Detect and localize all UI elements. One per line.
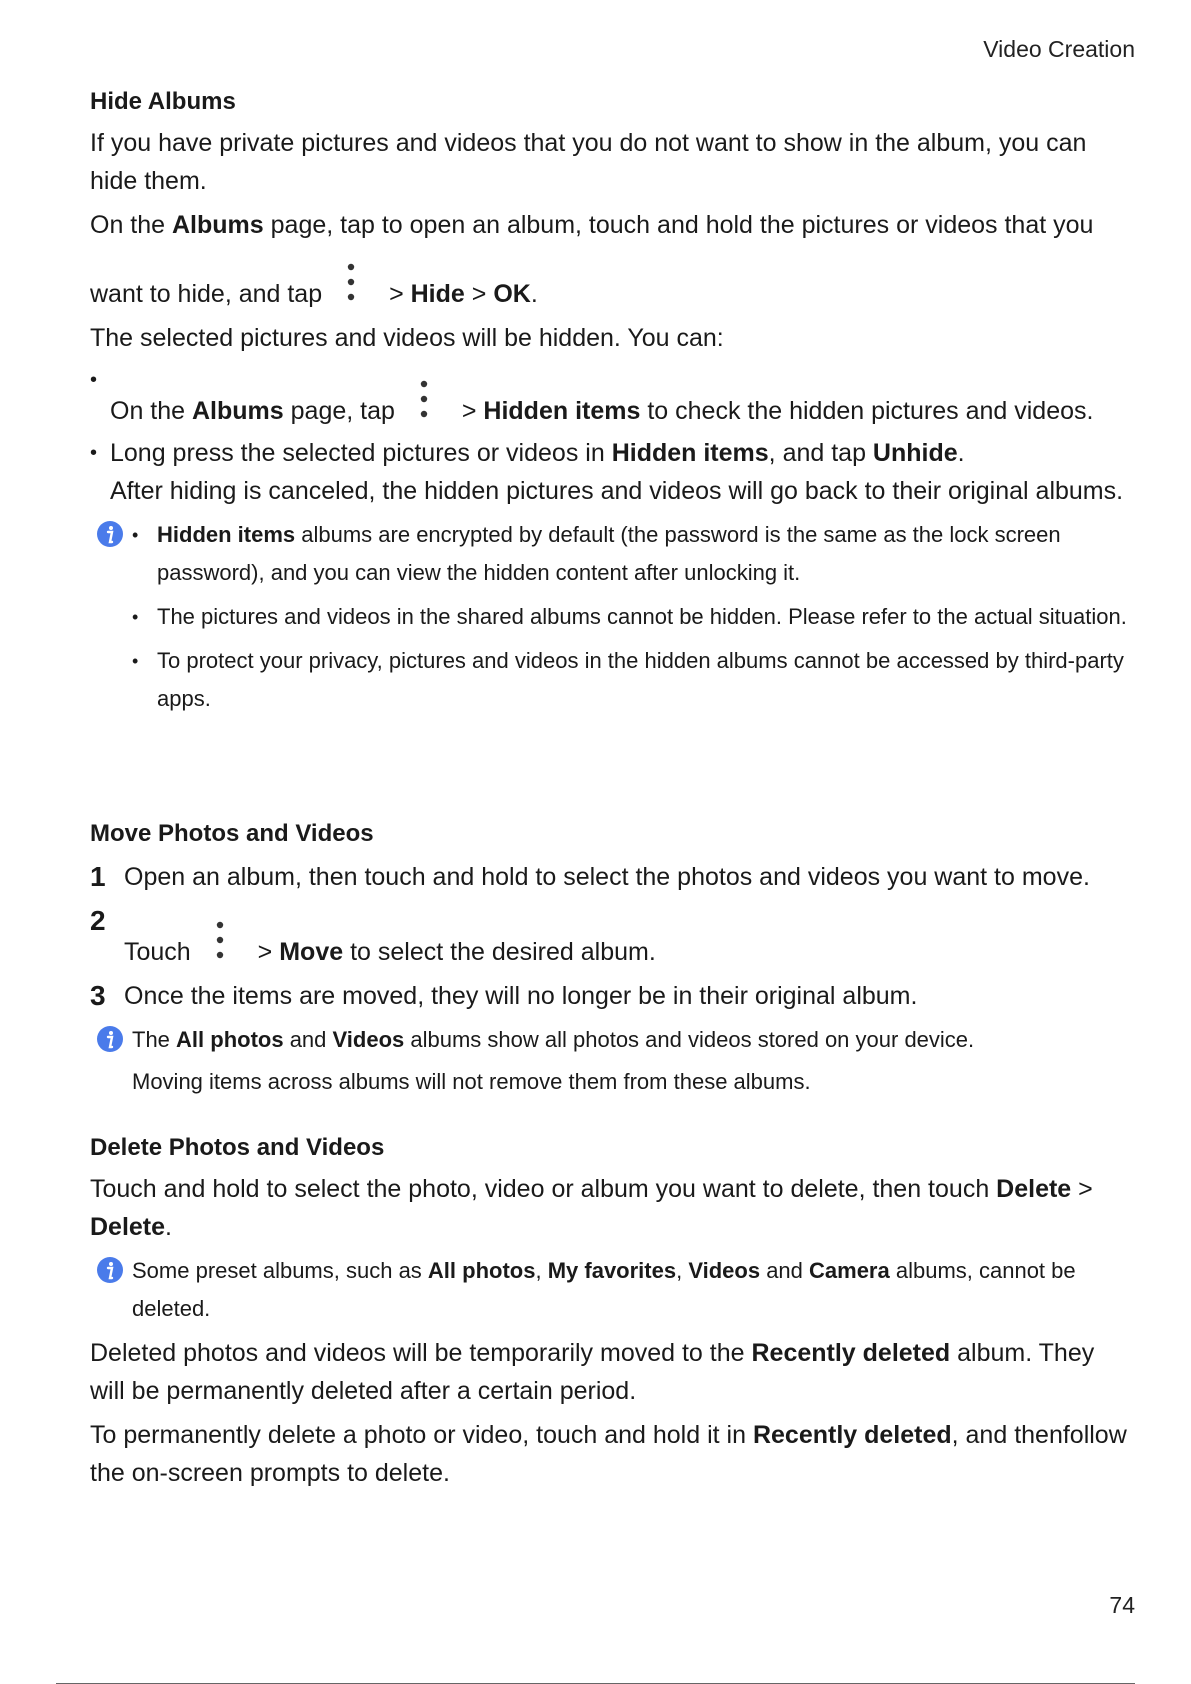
bullet2-after-text: After hiding is canceled, the hidden pictures and videos will go back to their original albums. bbox=[110, 477, 1124, 505]
section-delete bbox=[90, 1132, 1130, 1492]
delete-p1: Touch and hold to select the photo, video or album you want to delete, then touch Delete > Delete. bbox=[90, 1175, 1093, 1241]
more-vertical-icon bbox=[407, 361, 447, 425]
list-item: • Long press the selected pictures or videos in Hidden items, and tap Unhide. After hiding is canceled, the hidden pictures and videos will go back to their original albums. bbox=[90, 434, 1130, 510]
note-move-line2: Moving items across albums will not remove them from these albums. bbox=[132, 1069, 811, 1094]
note-hide bbox=[90, 516, 1130, 718]
section-move bbox=[90, 818, 1130, 1101]
page-header-section-title: Video Creation bbox=[983, 36, 1135, 62]
note-list-item: • To protect your privacy, pictures and videos in the hidden albums cannot be accessed by third-party apps. bbox=[132, 642, 1130, 718]
step-item: 1 Open an album, then touch and hold to select the photos and videos you want to move. bbox=[90, 861, 1090, 892]
more-vertical-icon bbox=[334, 244, 374, 308]
move-steps bbox=[90, 858, 1130, 1015]
info-icon bbox=[96, 1256, 124, 1289]
note-delete-text: Some preset albums, such as All photos, My favorites, Videos and Camera albums, cannot be deleted. bbox=[132, 1258, 1076, 1321]
note-move-line1: The All photos and Videos albums show all photos and videos stored on your device. bbox=[132, 1027, 975, 1052]
note-delete bbox=[90, 1252, 1130, 1328]
page-number: 74 bbox=[1109, 1592, 1135, 1618]
list-item: • On the Albums page, tap > Hidden items to check the hidden pictures and videos. bbox=[90, 361, 1130, 430]
info-icon bbox=[96, 520, 124, 553]
note-list-item: • The pictures and videos in the shared albums cannot be hidden. Please refer to the actual situation. bbox=[132, 598, 1130, 636]
hide-step: On the Albums page, tap to open an album, touch and hold the pictures or videos that you want to hide, and tap > Hide > OK. bbox=[90, 211, 1094, 308]
step-item: 2 Touch > Move to select the desired album. bbox=[90, 902, 1130, 971]
note-list-item: • Hidden items albums are encrypted by default (the password is the same as the lock screen password), and you can view the hidden content after unlocking it. bbox=[132, 516, 1130, 592]
heading-move: Move Photos and Videos bbox=[90, 820, 374, 847]
more-vertical-icon bbox=[203, 902, 243, 966]
heading-delete: Delete Photos and Videos bbox=[90, 1134, 385, 1161]
info-icon bbox=[96, 1025, 124, 1058]
step-item: 3 Once the items are moved, they will no longer be in their original album. bbox=[90, 980, 918, 1011]
hide-intro: If you have private pictures and videos that you do not want to show in the album, you can hide them. bbox=[90, 129, 1087, 195]
note-move bbox=[90, 1021, 1130, 1101]
hide-options-list bbox=[90, 361, 1130, 510]
section-hide-albums bbox=[90, 86, 1130, 724]
hide-selected-text: The selected pictures and videos will be hidden. You can: bbox=[90, 324, 724, 352]
delete-p3: To permanently delete a photo or video, touch and hold it in Recently deleted, and thenfollow the on-screen prompts to delete. bbox=[90, 1421, 1127, 1487]
delete-p2: Deleted photos and videos will be temporarily moved to the Recently deleted album. They will be permanently deleted after a certain period. bbox=[90, 1339, 1095, 1405]
heading-hide-albums: Hide Albums bbox=[90, 88, 236, 115]
